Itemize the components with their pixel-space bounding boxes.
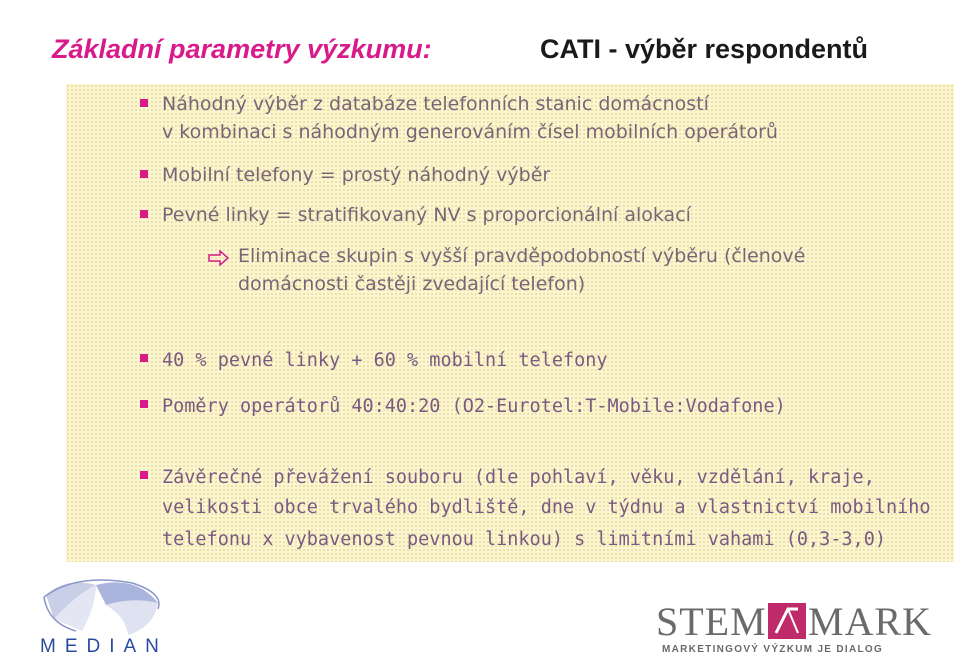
median-logo-text: MEDIAN [40, 636, 168, 657]
arrow-right-icon [208, 250, 230, 266]
bullet-1-line-1: Náhodný výběr z databáze telefonních stanic domácností [162, 93, 709, 115]
square-bullet-icon [140, 400, 148, 408]
page-subtitle: CATI - výběr respondentů [540, 34, 869, 64]
stem-logo-text: STEM [656, 599, 767, 644]
mark-logo-text: MARK [808, 599, 933, 644]
bullet-4: 40 % pevné linky + 60 % mobilní telefony [162, 350, 608, 371]
stem-mark-tagline: MARKETINGOVÝ VÝZKUM JE DIALOG [662, 644, 884, 655]
bullet-1-line-2: v kombinaci s náhodným generováním čísel mobilních operátorů [162, 121, 778, 143]
square-bullet-icon [140, 354, 148, 362]
stem-mark-square-icon [768, 603, 806, 639]
bullet-2: Mobilní telefony = prostý náhodný výběr [162, 164, 551, 186]
bullet-3: Pevné linky = stratifikovaný NV s proporcionální alokací [162, 204, 691, 226]
content-panel [66, 84, 954, 562]
square-bullet-icon [140, 210, 148, 218]
bullet-6-line-3: telefonu x vybavenost pevnou linkou) s limitními vahami (0,3-3,0) [162, 529, 886, 550]
square-bullet-icon [140, 170, 148, 178]
bullet-5: Poměry operátorů 40:40:20 (O2-Eurotel:T-Mobile:Vodafone) [162, 396, 786, 417]
bullet-6-line-1: Závěrečné převážení souboru (dle pohlaví, věku, vzdělání, kraje, [162, 467, 875, 488]
sub-bullet-line-1: Eliminace skupin s vyšší pravděpodobností výběru (členové [238, 245, 806, 267]
square-bullet-icon [140, 471, 148, 479]
square-bullet-icon [140, 99, 148, 107]
bullet-6-line-2: velikosti obce trvalého bydliště, dne v týdnu a vlastnictví mobilního [162, 497, 931, 518]
sub-bullet-line-2: domácnosti častěji zvedající telefon) [238, 273, 586, 295]
page-title: Základní parametry výzkumu: [52, 34, 432, 64]
